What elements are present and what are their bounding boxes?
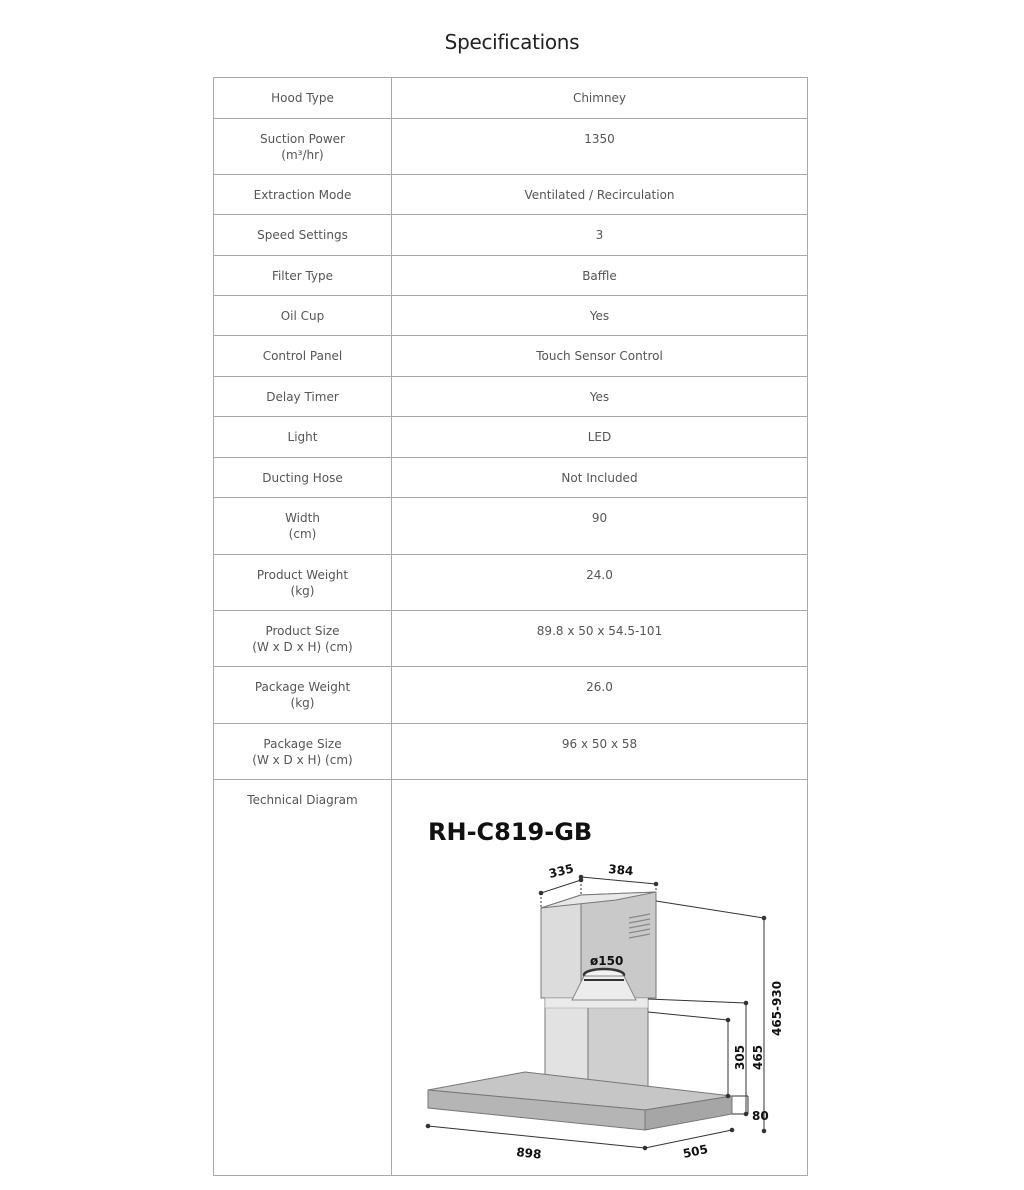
table-row xyxy=(214,256,808,296)
spec-label: Extraction Mode xyxy=(214,175,392,215)
dim-label-depth: 505 xyxy=(681,1142,710,1161)
table-row xyxy=(214,377,808,417)
dim-label-chimney-depth: 335 xyxy=(547,861,576,881)
dim-label-base-thickness: 80 xyxy=(752,1109,769,1123)
technical-diagram-cell xyxy=(392,780,808,1176)
dim-label-chimney-width: 384 xyxy=(607,862,634,879)
dim-label-body-height: 465 xyxy=(751,1044,765,1070)
spec-value: Baffle xyxy=(392,256,808,296)
table-row xyxy=(214,215,808,256)
spec-value: Chimney xyxy=(392,78,808,119)
spec-label: Control Panel xyxy=(214,336,392,377)
spec-value: Yes xyxy=(392,296,808,336)
spec-label: Oil Cup xyxy=(214,296,392,336)
spec-value: 24.0 xyxy=(392,555,808,611)
spec-value: 89.8 x 50 x 54.5-101 xyxy=(392,611,808,667)
table-row xyxy=(214,336,808,377)
table-row xyxy=(214,611,808,667)
spec-value: 1350 xyxy=(392,119,808,175)
spec-table xyxy=(213,77,808,1176)
hood-base xyxy=(428,1072,732,1130)
table-row xyxy=(214,458,808,498)
spec-value: 96 x 50 x 58 xyxy=(392,724,808,780)
spec-label: Hood Type xyxy=(214,78,392,119)
table-row xyxy=(214,667,808,724)
spec-value: Not Included xyxy=(392,458,808,498)
spec-unit: (cm) xyxy=(288,527,317,541)
spec-label: Package Size (W x D x H) (cm) xyxy=(214,724,392,780)
spec-label: Width (cm) xyxy=(214,498,392,555)
spec-label: Filter Type xyxy=(214,256,392,296)
spec-value: Yes xyxy=(392,377,808,417)
spec-value: 3 xyxy=(392,215,808,256)
table-row xyxy=(214,296,808,336)
spec-unit: (W x D x H) (cm) xyxy=(252,753,353,767)
page-title: Specifications xyxy=(444,30,580,54)
table-row xyxy=(214,724,808,780)
table-row xyxy=(214,78,808,119)
spec-unit: (W x D x H) (cm) xyxy=(252,640,353,654)
spec-value: 26.0 xyxy=(392,667,808,724)
table-row xyxy=(214,498,808,555)
spec-value: Ventilated / Recirculation xyxy=(392,175,808,215)
technical-diagram xyxy=(392,780,808,1175)
spec-unit: (kg) xyxy=(290,696,315,710)
dim-label-inner-height: 305 xyxy=(733,1044,747,1070)
spec-label: Package Weight (kg) xyxy=(214,667,392,724)
dim-label-duct-diameter: ø150 xyxy=(590,954,624,968)
spec-label: Ducting Hose xyxy=(214,458,392,498)
spec-label: Technical Diagram xyxy=(214,780,392,1176)
spec-label: Product Size (W x D x H) (cm) xyxy=(214,611,392,667)
table-row xyxy=(214,175,808,215)
model-title: RH-C819-GB xyxy=(428,818,593,846)
spec-value: LED xyxy=(392,417,808,458)
spec-label: Speed Settings xyxy=(214,215,392,256)
spec-label: Light xyxy=(214,417,392,458)
table-row xyxy=(214,555,808,611)
dim-label-width: 898 xyxy=(515,1145,543,1162)
spec-unit: (kg) xyxy=(290,584,315,598)
table-row xyxy=(214,417,808,458)
spec-unit: (m³/hr) xyxy=(281,148,324,162)
spec-value: Touch Sensor Control xyxy=(392,336,808,377)
table-row xyxy=(214,119,808,175)
spec-value: 90 xyxy=(392,498,808,555)
spec-label: Delay Timer xyxy=(214,377,392,417)
spec-label: Suction Power (m³/hr) xyxy=(214,119,392,175)
spec-label: Product Weight (kg) xyxy=(214,555,392,611)
dim-label-total-height: 465-930 xyxy=(770,980,784,1036)
table-row xyxy=(214,780,808,1176)
